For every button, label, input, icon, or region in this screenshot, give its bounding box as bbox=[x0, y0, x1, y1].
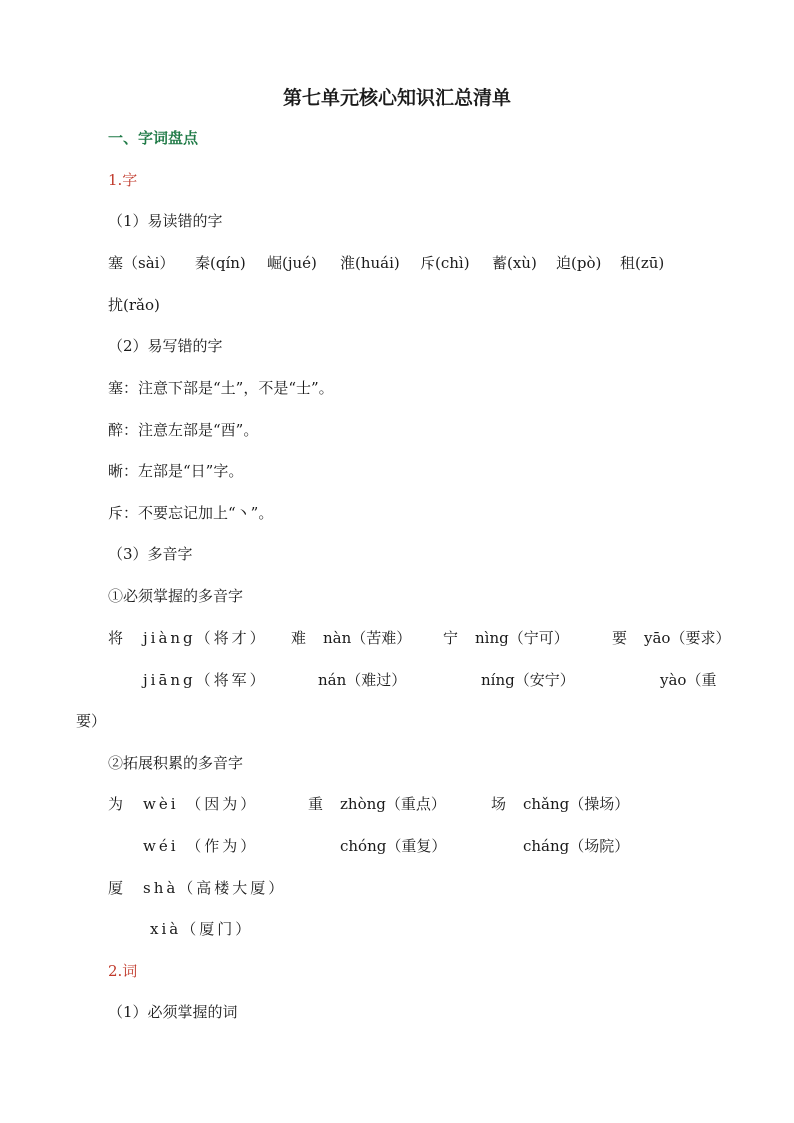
subheading-words: 2.词 bbox=[108, 962, 138, 980]
heading-must-words: （1）必须掌握的词 bbox=[108, 1003, 238, 1021]
heading-easy-miswrite: （2）易写错的字 bbox=[108, 337, 223, 355]
misread-item: 蓄(xù) bbox=[492, 254, 537, 272]
misread-item: 租(zū) bbox=[620, 254, 665, 272]
poly-char: 难 bbox=[291, 629, 307, 647]
poly-char: 场 bbox=[491, 795, 507, 813]
miswrite-line: 晰：左部是“日”字。 bbox=[108, 462, 244, 480]
poly-char: 重 bbox=[308, 795, 324, 813]
misread-item: 崛(jué) bbox=[267, 254, 317, 272]
poly-reading: chóng（重复） bbox=[340, 837, 447, 855]
heading-extend-polyphonic: ②拓展积累的多音字 bbox=[108, 754, 244, 772]
miswrite-line: 斥：不要忘记加上“丶”。 bbox=[108, 504, 274, 522]
poly-reading: shà（高楼大厦） bbox=[143, 879, 287, 897]
page-title: 第七单元核心知识汇总清单 bbox=[282, 87, 511, 109]
poly-reading: chǎng（操场） bbox=[523, 795, 630, 813]
miswrite-line: 醉：注意左部是“酉”。 bbox=[108, 421, 259, 439]
section-heading-words: 一、字词盘点 bbox=[108, 129, 199, 147]
poly-reading: jiāng（将军） bbox=[143, 671, 268, 689]
misread-item: 淮(huái) bbox=[340, 254, 400, 272]
poly-reading: wèi （因为） bbox=[143, 795, 259, 813]
heading-easy-misread: （1）易读错的字 bbox=[108, 212, 223, 230]
poly-reading: xià（厦门） bbox=[150, 920, 254, 938]
miswrite-line: 塞：注意下部是“土”，不是“士”。 bbox=[108, 379, 334, 397]
poly-reading: cháng（场院） bbox=[523, 837, 630, 855]
poly-reading: yào（重 bbox=[660, 671, 717, 689]
misread-item: 秦(qín) bbox=[195, 254, 246, 272]
poly-reading: yāo（要求） bbox=[644, 629, 731, 647]
poly-reading: nán（难过） bbox=[318, 671, 407, 689]
poly-reading: níng（安宁） bbox=[481, 671, 575, 689]
poly-char: 要 bbox=[612, 629, 628, 647]
misread-item: 塞（sài） bbox=[108, 254, 175, 272]
heading-polyphonic: （3）多音字 bbox=[108, 545, 193, 563]
poly-reading: wéi （作为） bbox=[143, 837, 259, 855]
poly-char: 宁 bbox=[443, 629, 459, 647]
poly-char: 将 bbox=[108, 629, 124, 647]
misread-item: 扰(rǎo) bbox=[108, 296, 160, 314]
poly-reading-wrap: 要） bbox=[76, 712, 107, 730]
misread-item: 迫(pò) bbox=[556, 254, 602, 272]
misread-item: 斥(chì) bbox=[420, 254, 470, 272]
heading-must-polyphonic: ①必须掌握的多音字 bbox=[108, 587, 244, 605]
poly-reading: zhòng（重点） bbox=[340, 795, 446, 813]
poly-reading: nìng（宁可） bbox=[475, 629, 569, 647]
poly-char: 为 bbox=[108, 795, 124, 813]
subheading-characters: 1.字 bbox=[108, 171, 138, 189]
poly-reading: jiàng（将才） bbox=[143, 629, 268, 647]
poly-reading: nàn（苦难） bbox=[323, 629, 412, 647]
poly-char: 厦 bbox=[108, 879, 124, 897]
